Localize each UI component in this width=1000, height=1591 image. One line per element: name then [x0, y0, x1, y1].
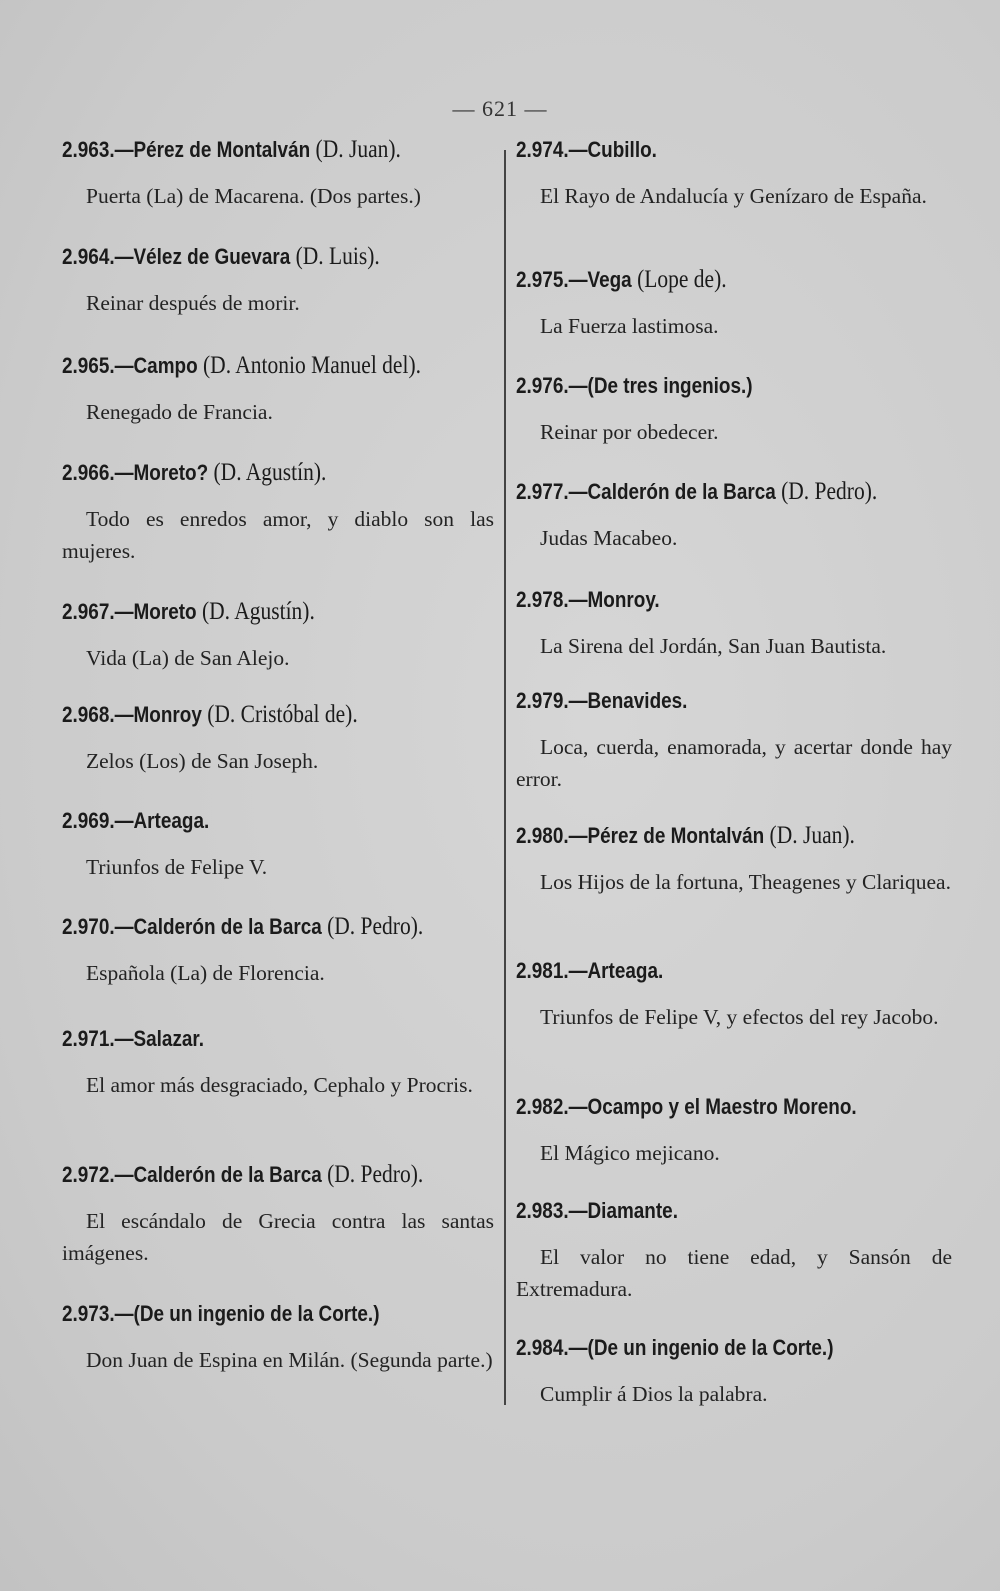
entry-title: Puerta (La) de Macarena. (Dos partes.): [86, 184, 421, 208]
entry-author-name: (D. Pedro).: [775, 478, 878, 505]
catalog-entry-2963: [62, 136, 494, 212]
entry-title: Triunfos de Felipe V, y efectos del rey Jacobo.: [540, 1005, 939, 1029]
entry-author-name: (D. Antonio Manuel del).: [197, 352, 421, 379]
catalog-entry-2964: [62, 243, 494, 319]
entry-author: 2.979.—Benavides.: [516, 688, 688, 713]
entry-title: Cumplir á Dios la palabra.: [540, 1382, 768, 1406]
catalog-entry-2966: [62, 459, 494, 567]
entry-title: Loca, cuerda, enamorada, y acertar donde hay error.: [516, 735, 952, 791]
entry-title: El Rayo de Andalucía y Genízaro de España.: [540, 184, 927, 208]
entry-author: 2.981.—Arteaga.: [516, 958, 664, 983]
entry-title: Todo es enredos amor, y diablo son las mujeres.: [62, 507, 494, 563]
entry-author: 2.971.—Salazar.: [62, 1026, 205, 1051]
entry-author: 2.978.—Monroy.: [516, 587, 660, 612]
column-divider: [504, 150, 506, 1405]
catalog-entry-2971: [62, 1025, 494, 1101]
entry-author-name: (D. Pedro).: [321, 1161, 424, 1188]
entry-author: 2.983.—Diamante.: [516, 1198, 678, 1223]
entry-title: El escándalo de Grecia contra las santas imágenes.: [62, 1209, 494, 1265]
entry-title: Judas Macabeo.: [540, 526, 678, 550]
entry-title: Reinar después de morir.: [86, 291, 300, 315]
entry-author: 2.967.—Moreto: [62, 599, 197, 624]
entry-heading: [62, 913, 434, 941]
entry-title: Renegado de Francia.: [86, 400, 273, 424]
catalog-entry-2968: [62, 701, 494, 777]
entry-author-name: (D. Luis).: [290, 243, 380, 270]
catalog-entry-2973: [62, 1300, 494, 1376]
entry-title: Española (La) de Florencia.: [86, 961, 325, 985]
catalog-entry-2975: [516, 266, 952, 342]
entry-author-name: (D. Agustín).: [196, 598, 315, 625]
entry-heading: [62, 1300, 434, 1328]
catalog-entry-2965: [62, 352, 494, 428]
catalog-entry-2980: [516, 822, 952, 898]
entry-heading: [62, 136, 434, 164]
catalog-entry-2969: [62, 807, 494, 883]
catalog-entry-2979: [516, 687, 952, 795]
entry-title: Don Juan de Espina en Milán. (Segunda parte.): [86, 1348, 493, 1372]
entry-title: Triunfos de Felipe V.: [86, 855, 268, 879]
entry-author-name: (D. Cristóbal de).: [201, 701, 358, 728]
entry-author: 2.969.—Arteaga.: [62, 808, 210, 833]
entry-heading: [516, 957, 891, 985]
entry-author-name: (D. Juan).: [310, 136, 401, 163]
entry-author: 2.965.—Campo: [62, 353, 198, 378]
entry-heading: [62, 352, 434, 380]
catalog-entry-2974: [516, 136, 952, 212]
entry-author-name: (D. Agustín).: [208, 459, 327, 486]
entry-heading: [62, 701, 434, 729]
entry-heading: [516, 372, 891, 400]
entry-heading: [516, 1197, 891, 1225]
page-number: — 621 —: [452, 96, 548, 121]
catalog-entry-2978: [516, 586, 952, 662]
entry-title: Zelos (Los) de San Joseph.: [86, 749, 319, 773]
entry-heading: [516, 266, 891, 294]
entry-heading: [62, 1161, 434, 1189]
catalog-entry-2983: [516, 1197, 952, 1305]
entry-author: 2.966.—Moreto?: [62, 460, 209, 485]
entry-author: 2.977.—Calderón de la Barca: [516, 479, 776, 504]
entry-author: 2.963.—Pérez de Montalván: [62, 137, 311, 162]
entry-author-name: (D. Juan).: [764, 822, 855, 849]
catalog-entry-2977: [516, 478, 952, 554]
entry-heading: [516, 1334, 891, 1362]
entry-author: 2.976.—(De tres ingenios.): [516, 373, 753, 398]
entry-title: Vida (La) de San Alejo.: [86, 646, 290, 670]
entry-author: 2.973.—(De un ingenio de la Corte.): [62, 1301, 380, 1326]
entry-author: 2.982.—Ocampo y el Maestro Moreno.: [516, 1094, 857, 1119]
entry-author: 2.974.—Cubillo.: [516, 137, 657, 162]
entry-title: La Sirena del Jordán, San Juan Bautista.: [540, 634, 887, 658]
entry-author-name: (Lope de).: [631, 266, 727, 293]
entry-title: El amor más desgraciado, Cephalo y Procris.: [86, 1073, 473, 1097]
entry-heading: [62, 807, 434, 835]
entry-heading: [516, 478, 891, 506]
entry-title: Reinar por obedecer.: [540, 420, 719, 444]
catalog-entry-2984: [516, 1334, 952, 1410]
entry-author: 2.975.—Vega: [516, 267, 632, 292]
entry-title: El Mágico mejicano.: [540, 1141, 720, 1165]
entry-heading: [62, 243, 434, 271]
entry-author: 2.970.—Calderón de la Barca: [62, 914, 322, 939]
entry-title: Los Hijos de la fortuna, Theagenes y Clariquea.: [540, 870, 951, 894]
entry-author: 2.964.—Vélez de Guevara: [62, 244, 291, 269]
entry-author: 2.984.—(De un ingenio de la Corte.): [516, 1335, 834, 1360]
catalog-entry-2981: [516, 957, 952, 1033]
catalog-entry-2976: [516, 372, 952, 448]
entry-author: 2.980.—Pérez de Montalván: [516, 823, 765, 848]
entry-heading: [62, 459, 434, 487]
entry-heading: [516, 1093, 891, 1121]
catalog-entry-2967: [62, 598, 494, 674]
entry-heading: [516, 586, 891, 614]
entry-heading: [62, 598, 434, 626]
entry-author-name: (D. Pedro).: [321, 913, 424, 940]
entry-title: El valor no tiene edad, y Sansón de Extremadura.: [516, 1245, 952, 1301]
entry-heading: [516, 687, 891, 715]
entry-title: La Fuerza lastimosa.: [540, 314, 719, 338]
catalog-entry-2970: [62, 913, 494, 989]
catalog-entry-2972: [62, 1161, 494, 1269]
entry-heading: [516, 822, 891, 850]
entry-author: 2.972.—Calderón de la Barca: [62, 1162, 322, 1187]
entry-author: 2.968.—Monroy: [62, 702, 202, 727]
entry-heading: [62, 1025, 434, 1053]
entry-heading: [516, 136, 891, 164]
catalog-entry-2982: [516, 1093, 952, 1169]
